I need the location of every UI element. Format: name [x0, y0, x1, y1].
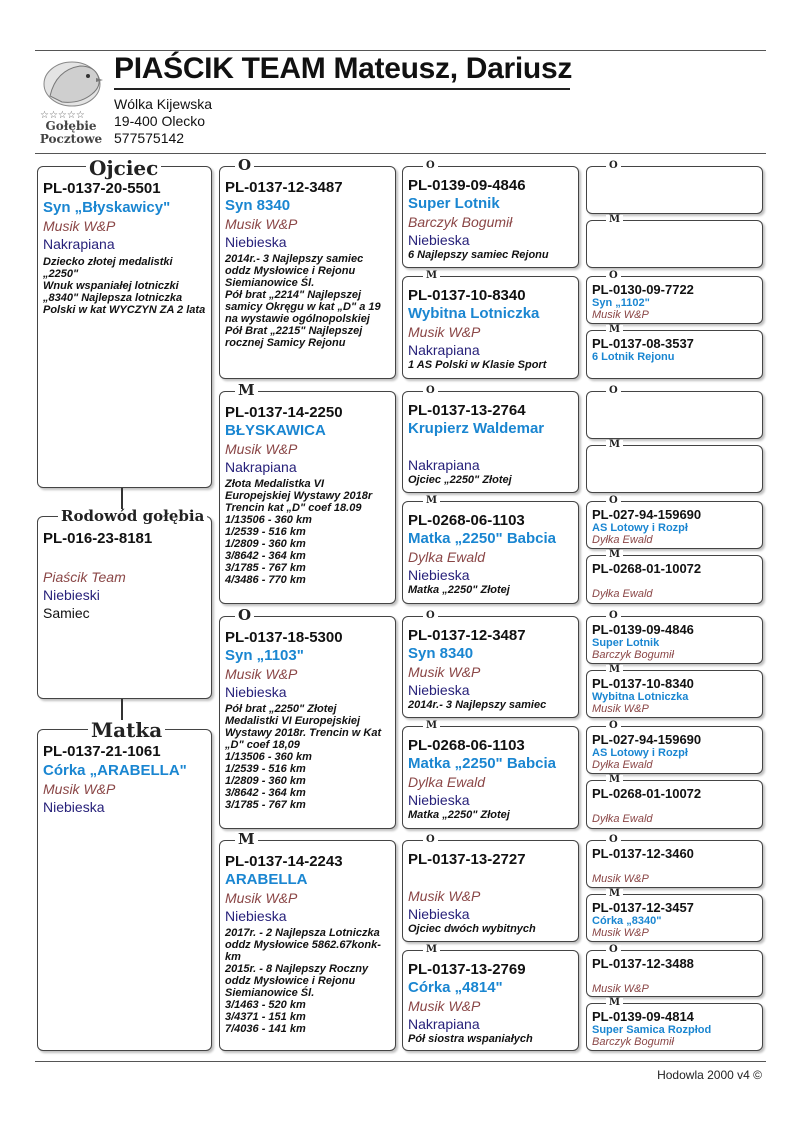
gen3-color-1: Niebieska [408, 232, 470, 248]
gen4-caption-11: O [606, 721, 621, 731]
gen3-name-2: Wybitna Lotniczka [408, 305, 540, 322]
gen4-caption-1: O [606, 161, 621, 171]
gen4-caption-4: M [606, 325, 623, 335]
gen4-breeder-13: Musik W&P [592, 873, 649, 885]
gen4-breeder-15: Musik W&P [592, 983, 649, 995]
gen2-breeder-3: Musik W&P [225, 666, 298, 682]
gen4-name-3: Syn „1102" [592, 297, 650, 309]
gen2-desc-3b: 1/13506 - 360 km [225, 751, 312, 763]
gen2-color-3: Niebieska [225, 684, 287, 700]
gen2-card-2[interactable] [219, 391, 396, 604]
gen3-desc-2: 1 AS Polski w Klasie Sport [408, 359, 547, 371]
gen4-name-16: Super Samica Rozpłod [592, 1024, 712, 1036]
gen2-desc-1c: Pół Brat „2215" Najlepszej rocznej Samicy Rejonu [225, 325, 363, 349]
gen3-card-2[interactable] [402, 276, 579, 379]
gen4-breeder-10: Musik W&P [592, 703, 649, 715]
gen4-name-7: AS Lotowy i Rozpł [592, 522, 688, 534]
gen3-color-6: Niebieska [408, 792, 470, 808]
top-rule [35, 50, 766, 51]
gen4-card-14[interactable] [586, 894, 763, 942]
gen4-card-13[interactable] [586, 840, 763, 888]
gen3-breeder-4: Dylka Ewald [408, 549, 486, 565]
gen3-color-2: Nakrapiana [408, 342, 480, 358]
sire-desc-2: Wnuk wspaniałej lotniczki „8340" Najlepsza lotniczka Polski w kat WYCZYN ZA 2 lata [43, 280, 206, 316]
gen3-breeder-5: Musik W&P [408, 664, 481, 680]
gen4-ring-8: PL-0268-01-10072 [592, 561, 702, 576]
gen3-name-4: Matka „2250" Babcia [408, 530, 557, 547]
sire-card[interactable] [37, 166, 212, 488]
gen3-ring-4: PL-0268-06-1103 [408, 512, 525, 529]
gen2-desc-3c: 1/2539 - 516 km [225, 763, 306, 775]
gen2-desc-4a: 2017r. - 2 Najlepsza Lotniczka oddz Mysłowice 5862.67konk-km [225, 927, 381, 963]
subject-sex: Samiec [43, 605, 90, 621]
gen2-card-1[interactable] [219, 166, 396, 379]
gen2-color-1: Niebieska [225, 234, 287, 250]
gen3-color-4: Niebieska [408, 567, 470, 583]
gen4-card-5[interactable] [586, 391, 763, 439]
svg-text:☆☆☆☆☆: ☆☆☆☆☆ [40, 110, 85, 121]
gen3-ring-8: PL-0137-13-2769 [408, 961, 526, 978]
gen4-caption-10: M [606, 665, 623, 675]
gen2-desc-4b: 2015r. - 8 Najlepszy Roczny oddz Mysłowice i Rejonu Siemianowice Śl. [225, 963, 369, 999]
address-line-2: 19-400 Olecko [114, 113, 206, 129]
sire-ring: PL-0137-20-5501 [43, 180, 161, 197]
gen3-card-4[interactable] [402, 501, 579, 604]
gen4-breeder-16: Barczyk Bogumił [592, 1036, 674, 1048]
gen4-card-9[interactable] [586, 616, 763, 664]
gen3-desc-6: Matka „2250" Złotej [408, 809, 510, 821]
gen4-name-9: Super Lotnik [592, 637, 660, 649]
gen3-name-3: Krupierz Waldemar [408, 420, 545, 437]
gen4-caption-15: O [606, 945, 621, 955]
gen4-name-15 [592, 971, 758, 983]
gen2-desc-4e: 7/4036 - 141 km [225, 1023, 306, 1035]
gen2-ring-1: PL-0137-12-3487 [225, 179, 343, 196]
sire-name: Syn „Błyskawicy" [43, 199, 171, 216]
gen2-caption-2: M [235, 383, 258, 398]
gen4-breeder-12: Dyłka Ewald [592, 813, 653, 825]
gen2-desc-3f: 3/1785 - 767 km [225, 799, 306, 811]
gen4-card-4[interactable] [586, 330, 763, 379]
gen4-card-1[interactable] [586, 166, 763, 214]
gen3-name-8: Córka „4814" [408, 979, 503, 996]
dam-card[interactable] [37, 729, 212, 1051]
subject-ring: PL-016-23-8181 [43, 530, 153, 547]
gen4-name-4: 6 Lotnik Rejonu [592, 351, 675, 363]
gen4-caption-12: M [606, 775, 623, 785]
gen4-caption-13: O [606, 835, 621, 845]
gen3-breeder-2: Musik W&P [408, 324, 481, 340]
gen3-breeder-8: Musik W&P [408, 998, 481, 1014]
sire-breeder: Musik W&P [43, 218, 116, 234]
gen3-breeder-7: Musik W&P [408, 888, 481, 904]
gen3-card-7[interactable] [402, 840, 579, 942]
gen2-desc-2b: 1/13506 - 360 km [225, 514, 312, 526]
gen4-card-16[interactable] [586, 1003, 763, 1051]
gen2-name-4: ARABELLA [225, 871, 308, 888]
sire-desc-1: Dziecko złotej medalistki „2250" [43, 256, 173, 280]
gen2-color-2: Nakrapiana [225, 459, 297, 475]
gen4-breeder-11: Dyłka Ewald [592, 759, 653, 771]
gen2-desc-1b: Pół brat „2214" Najlepszej samicy Okręgu w kat „D" a 19 na wystawie ogólnopolskiej [225, 289, 381, 325]
gen4-card-10[interactable] [586, 670, 763, 718]
gen3-card-5[interactable] [402, 616, 579, 718]
gen3-caption-1: O [423, 161, 438, 171]
gen3-desc-7: Ojciec dwóch wybitnych [408, 923, 536, 935]
gen4-caption-5: O [606, 386, 621, 396]
gen3-card-1[interactable] [402, 166, 579, 268]
gen3-ring-2: PL-0137-10-8340 [408, 287, 526, 304]
gen3-ring-1: PL-0139-09-4846 [408, 177, 526, 194]
gen3-ring-3: PL-0137-13-2764 [408, 402, 526, 419]
gen2-desc-2a: Złota Medalistka VI Europejskiej Wystawy 2018r Trencin kat „D" coef 18.09 [225, 478, 373, 514]
gen4-ring-9: PL-0139-09-4846 [592, 622, 694, 637]
footer-credit: Hodowla 2000 v4 © [657, 1068, 762, 1082]
gen4-name-14: Córka „8340" [592, 915, 662, 927]
gen4-ring-11: PL-027-94-159690 [592, 732, 702, 747]
gen4-ring-12: PL-0268-01-10072 [592, 786, 702, 801]
gen2-ring-2: PL-0137-14-2250 [225, 404, 343, 421]
gen4-ring-4: PL-0137-08-3537 [592, 336, 694, 351]
gen4-name-13 [592, 861, 758, 873]
gen3-color-3: Nakrapiana [408, 457, 480, 473]
gen3-name-5: Syn 8340 [408, 645, 474, 662]
gen4-card-7[interactable] [586, 501, 763, 549]
gen4-card-2[interactable] [586, 220, 763, 268]
gen3-caption-7: O [423, 835, 438, 845]
gen4-card-11[interactable] [586, 726, 763, 774]
gen4-name-12 [592, 801, 758, 813]
gen2-breeder-4: Musik W&P [225, 890, 298, 906]
dam-name: Córka „ARABELLA" [43, 762, 187, 779]
gen3-name-7 [408, 869, 574, 887]
gen4-ring-15: PL-0137-12-3488 [592, 956, 694, 971]
sire-caption: Ojciec [86, 158, 161, 178]
gen4-caption-16: M [606, 998, 623, 1008]
gen3-breeder-1: Barczyk Bogumił [408, 214, 513, 230]
gen4-caption-2: M [606, 215, 623, 225]
gen4-ring-10: PL-0137-10-8340 [592, 676, 694, 691]
gen4-ring-3: PL-0130-09-7722 [592, 282, 694, 297]
gen2-desc-2e: 3/8642 - 364 km [225, 550, 306, 562]
gen3-color-8: Nakrapiana [408, 1016, 480, 1032]
gen3-desc-5: 2014r.- 3 Najlepszy samiec [408, 699, 547, 711]
gen2-desc-2d: 1/2809 - 360 km [225, 538, 306, 550]
gen3-caption-6: M [423, 721, 440, 731]
gen4-card-12[interactable] [586, 780, 763, 829]
gen2-name-3: Syn „1103" [225, 647, 304, 664]
gen4-name-8 [592, 576, 758, 588]
gen3-card-3[interactable] [402, 391, 579, 493]
gen4-ring-7: PL-027-94-159690 [592, 507, 702, 522]
gen4-ring-13: PL-0137-12-3460 [592, 846, 694, 861]
gen3-ring-5: PL-0137-12-3487 [408, 627, 526, 644]
subject-breeder: Piaścik Team [43, 569, 126, 585]
phone-number: 577575142 [114, 130, 185, 146]
gen2-caption-1: O [235, 158, 254, 173]
gen2-caption-3: O [235, 608, 254, 623]
logo-text-2: Pocztowe [39, 132, 103, 146]
gen2-desc-2g: 4/3486 - 770 km [225, 574, 306, 586]
gen4-breeder-8: Dyłka Ewald [592, 588, 653, 600]
gen2-desc-2f: 3/1785 - 767 km [225, 562, 306, 574]
gen4-ring-14: PL-0137-12-3457 [592, 900, 694, 915]
gen3-card-8[interactable] [402, 950, 579, 1051]
title-underline [114, 88, 570, 90]
gen3-ring-7: PL-0137-13-2727 [408, 851, 526, 868]
page-title: PIAŚCIK TEAM Mateusz, Dariusz [114, 52, 573, 85]
gen2-name-2: BŁYSKAWICA [225, 422, 326, 439]
gen2-desc-1a: 2014r.- 3 Najlepszy samiec oddz Mysłowice i Rejonu Siemianowice Śl. [225, 253, 364, 289]
gen3-name-6: Matka „2250" Babcia [408, 755, 557, 772]
gen2-ring-3: PL-0137-18-5300 [225, 629, 343, 646]
gen2-desc-4d: 3/4371 - 151 km [225, 1011, 306, 1023]
gen4-caption-3: O [606, 271, 621, 281]
gen4-caption-7: O [606, 496, 621, 506]
gen3-breeder-3 [408, 438, 574, 456]
gen3-caption-2: M [423, 271, 440, 281]
gen3-desc-8: Pół siostra wspaniałych [408, 1033, 533, 1045]
dam-ring: PL-0137-21-1061 [43, 743, 161, 760]
gen4-name-10: Wybitna Lotniczka [592, 691, 689, 703]
header-rule [35, 153, 766, 154]
footer-rule [35, 1061, 766, 1062]
gen3-color-7: Niebieska [408, 906, 470, 922]
gen4-caption-9: O [606, 611, 621, 621]
gen4-card-8[interactable] [586, 555, 763, 604]
gen2-color-4: Niebieska [225, 908, 287, 924]
gen4-caption-14: M [606, 889, 623, 899]
gen3-card-6[interactable] [402, 726, 579, 829]
gen3-name-1: Super Lotnik [408, 195, 500, 212]
gen4-name-11: AS Lotowy i Rozpł [592, 747, 688, 759]
gen2-name-1: Syn 8340 [225, 197, 291, 214]
gen4-caption-8: M [606, 550, 623, 560]
gen4-breeder-9: Barczyk Bogumił [592, 649, 674, 661]
gen3-color-5: Niebieska [408, 682, 470, 698]
gen2-desc-4c: 3/1463 - 520 km [225, 999, 306, 1011]
gen4-breeder-3: Musik W&P [592, 309, 649, 321]
gen4-breeder-14: Musik W&P [592, 927, 649, 939]
gen3-caption-3: O [423, 386, 438, 396]
gen2-ring-4: PL-0137-14-2243 [225, 853, 343, 870]
subject-color: Niebieski [43, 587, 100, 603]
gen2-desc-3d: 1/2809 - 360 km [225, 775, 306, 787]
gen2-breeder-2: Musik W&P [225, 441, 298, 457]
subject-caption: Rodowód gołębia [58, 509, 207, 524]
gen3-caption-5: O [423, 611, 438, 621]
gen2-desc-2c: 1/2539 - 516 km [225, 526, 306, 538]
sire-color: Nakrapiana [43, 236, 115, 252]
gen2-desc-3a: Pół brat „2250" Złotej Medalistki VI Europejskiej Wystawy 2018r. Trencin w Kat „D" coef 18,09 [225, 703, 382, 751]
gen2-desc-3e: 3/8642 - 364 km [225, 787, 306, 799]
logo-text-1: Gołębie [45, 119, 97, 133]
gen3-breeder-6: Dylka Ewald [408, 774, 486, 790]
gen4-card-3[interactable] [586, 276, 763, 324]
gen4-caption-6: M [606, 440, 623, 450]
gen4-card-15[interactable] [586, 950, 763, 997]
gen2-card-4[interactable] [219, 840, 396, 1051]
gen3-caption-4: M [423, 496, 440, 506]
gen2-caption-4: M [235, 832, 258, 847]
gen4-breeder-7: Dyłka Ewald [592, 534, 653, 546]
dam-breeder: Musik W&P [43, 781, 116, 797]
gen3-desc-3: Ojciec „2250" Złotej [408, 474, 512, 486]
gen3-caption-8: M [423, 945, 440, 955]
dam-caption: Matka [88, 720, 165, 740]
gen2-breeder-1: Musik W&P [225, 216, 298, 232]
dam-color: Niebieska [43, 799, 105, 815]
gen2-card-3[interactable] [219, 616, 396, 829]
gen3-ring-6: PL-0268-06-1103 [408, 737, 525, 754]
gen4-ring-16: PL-0139-09-4814 [592, 1009, 694, 1024]
gen3-desc-1: 6 Najlepszy samiec Rejonu [408, 249, 549, 261]
subject-card[interactable] [37, 516, 212, 699]
address-line-1: Wólka Kijewska [114, 96, 213, 112]
gen4-card-6[interactable] [586, 445, 763, 493]
gen3-desc-4: Matka „2250" Złotej [408, 584, 510, 596]
